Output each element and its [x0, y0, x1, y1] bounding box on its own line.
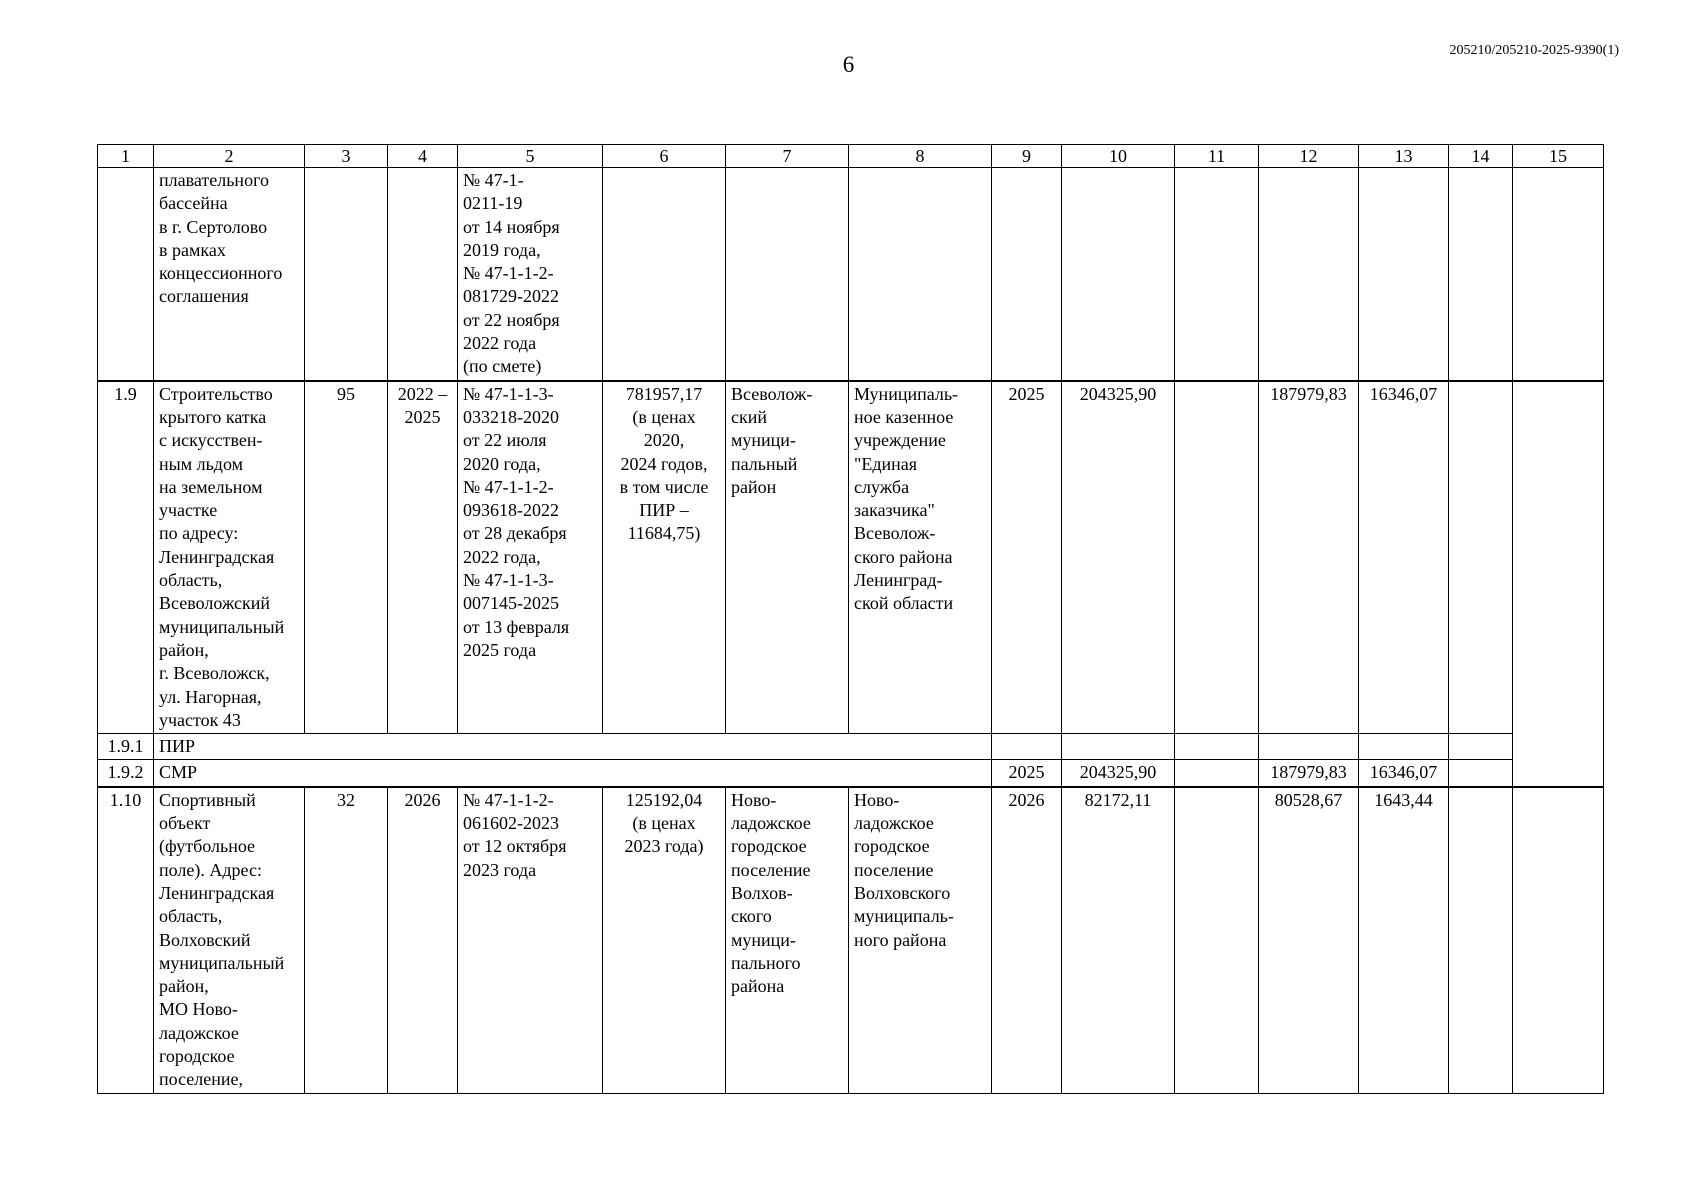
year-cell: 2025 [992, 381, 1062, 734]
header-cell: 13 [1359, 145, 1449, 168]
header-cell: 10 [1062, 145, 1175, 168]
expertise-cell: № 47-1-1-2- 061602-2023 от 12 октября 2023 года [458, 787, 603, 1093]
table-row-1-9-1 [98, 734, 1604, 760]
header-row [98, 145, 1604, 168]
row-number: 1.10 [98, 787, 154, 1093]
row-number: 1.9 [98, 381, 154, 734]
municipality-cell: Всеволож- ский муници- пальный район [726, 381, 849, 734]
year-cell: 2026 [992, 787, 1062, 1093]
object-name-cell: Спортивный объект (футбольное поле). Адрес: Ленинградская область, Волховский муниципальный район, МО Ново- ладожское городское поселение, [154, 787, 305, 1093]
customer-cell: Муниципаль- ное казенное учреждение "Единая служба заказчика" Всеволож- ского района Ленинград- ской области [849, 381, 992, 734]
cell [1259, 168, 1359, 381]
cell [992, 734, 1062, 760]
cell [1062, 734, 1175, 760]
header-cell: 12 [1259, 145, 1359, 168]
cell [1359, 168, 1449, 381]
regional-budget-cell: 187979,83 [1259, 381, 1359, 734]
cell [1449, 381, 1513, 734]
continuation-row [98, 168, 1604, 381]
regional-budget-cell: 187979,83 [1259, 760, 1359, 787]
header-cell: 15 [1513, 145, 1604, 168]
cell [1175, 760, 1259, 787]
cell [1259, 734, 1359, 760]
cell [603, 168, 726, 381]
customer-cell: Ново- ладожское городское поселение Волховского муниципаль- ного района [849, 787, 992, 1093]
header-cell: 14 [1449, 145, 1513, 168]
cell [305, 168, 388, 381]
period-cell: 2026 [388, 787, 458, 1093]
local-budget-cell: 16346,07 [1359, 381, 1449, 734]
estimated-cost-cell: 781957,17 (в ценах 2020, 2024 годов, в том числе ПИР – 11684,75) [603, 381, 726, 734]
total-cell: 82172,11 [1062, 787, 1175, 1093]
year-cell: 2025 [992, 760, 1062, 787]
header-cell: 2 [154, 145, 305, 168]
stage-label: СМР [154, 760, 305, 787]
expertise-cell: № 47-1- 0211-19 от 14 ноября 2019 года, № 47-1-1-2- 081729-2022 от 22 ноября 2022 года (по смете) [458, 168, 603, 381]
document-code: 205210/205210-2025-9390(1) [1449, 43, 1619, 58]
cell [388, 168, 458, 381]
header-cell: 3 [305, 145, 388, 168]
row-number: 1.9.1 [98, 734, 154, 760]
cell [98, 168, 154, 381]
cell [726, 168, 849, 381]
header-cell: 5 [458, 145, 603, 168]
stage-label: ПИР [154, 734, 305, 760]
header-cell: 7 [726, 145, 849, 168]
object-name-cell: плавательного бассейна в г. Сертолово в рамках концессионного соглашения [154, 168, 305, 381]
cell [1175, 168, 1259, 381]
cell [1175, 734, 1259, 760]
cell [1449, 787, 1513, 1093]
cell [1513, 787, 1604, 1093]
row-number: 1.9.2 [98, 760, 154, 787]
cell [1513, 168, 1604, 381]
cell [1175, 787, 1259, 1093]
total-cell: 204325,90 [1062, 760, 1175, 787]
header-cell: 11 [1175, 145, 1259, 168]
expertise-cell: № 47-1-1-3- 033218-2020 от 22 июля 2020 года, № 47-1-1-2- 093618-2022 от 28 декабря 2022 года, № 47-1-1-3- 007145-2025 от 13 февраля 2025 года [458, 381, 603, 734]
object-name-cell: Строительство крытого катка с искусствен- ным льдом на земельном участке по адресу: Ленинградская область, Всеволожский муниципальный район, г. Всеволожск, ул. Нагорная, участок 43 [154, 381, 305, 734]
local-budget-cell: 1643,44 [1359, 787, 1449, 1093]
header-cell: 9 [992, 145, 1062, 168]
estimated-cost-cell: 125192,04 (в ценах 2023 года) [603, 787, 726, 1093]
cell [603, 734, 726, 760]
cell [1175, 381, 1259, 734]
cell [849, 734, 992, 760]
cell [1513, 381, 1604, 787]
total-cell: 204325,90 [1062, 381, 1175, 734]
header-cell: 8 [849, 145, 992, 168]
header-cell: 6 [603, 145, 726, 168]
cell [849, 760, 992, 787]
page-number: 6 [842, 52, 855, 77]
cell [1359, 734, 1449, 760]
capacity-cell: 95 [305, 381, 388, 734]
cell [992, 168, 1062, 381]
municipality-cell: Ново- ладожское городское поселение Волхов- ского муници- пального района [726, 787, 849, 1093]
cell [458, 760, 603, 787]
cell [305, 734, 388, 760]
investment-table [97, 144, 1604, 1094]
cell [603, 760, 726, 787]
cell [388, 760, 458, 787]
cell [305, 760, 388, 787]
cell [458, 734, 603, 760]
header-cell: 4 [388, 145, 458, 168]
cell [1449, 760, 1513, 787]
cell [1449, 734, 1513, 760]
local-budget-cell: 16346,07 [1359, 760, 1449, 787]
capacity-cell: 32 [305, 787, 388, 1093]
cell [849, 168, 992, 381]
period-cell: 2022 – 2025 [388, 381, 458, 734]
cell [726, 734, 849, 760]
cell [1062, 168, 1175, 381]
header-cell: 1 [98, 145, 154, 168]
cell [726, 760, 849, 787]
table-row-1-10 [98, 787, 1604, 1093]
cell [1449, 168, 1513, 381]
table-row-1-9-2 [98, 760, 1604, 787]
regional-budget-cell: 80528,67 [1259, 787, 1359, 1093]
cell [388, 734, 458, 760]
table-row-1-9 [98, 381, 1604, 734]
